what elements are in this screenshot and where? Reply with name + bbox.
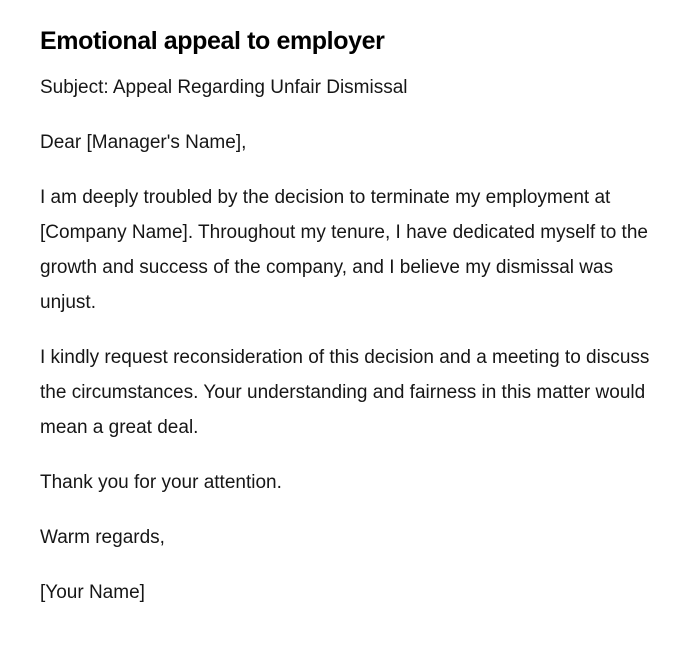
body-paragraph-1: I am deeply troubled by the decision to terminate my employment at [Company Name]. Throughout my tenure, I have dedicated myself to the growth and success of the company, and I believe my dismissal was unjust. bbox=[40, 187, 648, 313]
body-paragraph-2: I kindly request reconsideration of this decision and a meeting to discuss the circumstances. Your understanding and fairness in this matter would mean a great deal. bbox=[40, 347, 650, 438]
closing-line: Warm regards, bbox=[40, 527, 165, 548]
signature-placeholder: [Your Name] bbox=[40, 582, 145, 603]
page-title: Emotional appeal to employer bbox=[40, 27, 385, 55]
thanks-line: Thank you for your attention. bbox=[40, 472, 282, 493]
subject-line: Subject: Appeal Regarding Unfair Dismissal bbox=[40, 77, 408, 98]
greeting: Dear [Manager's Name], bbox=[40, 132, 247, 153]
